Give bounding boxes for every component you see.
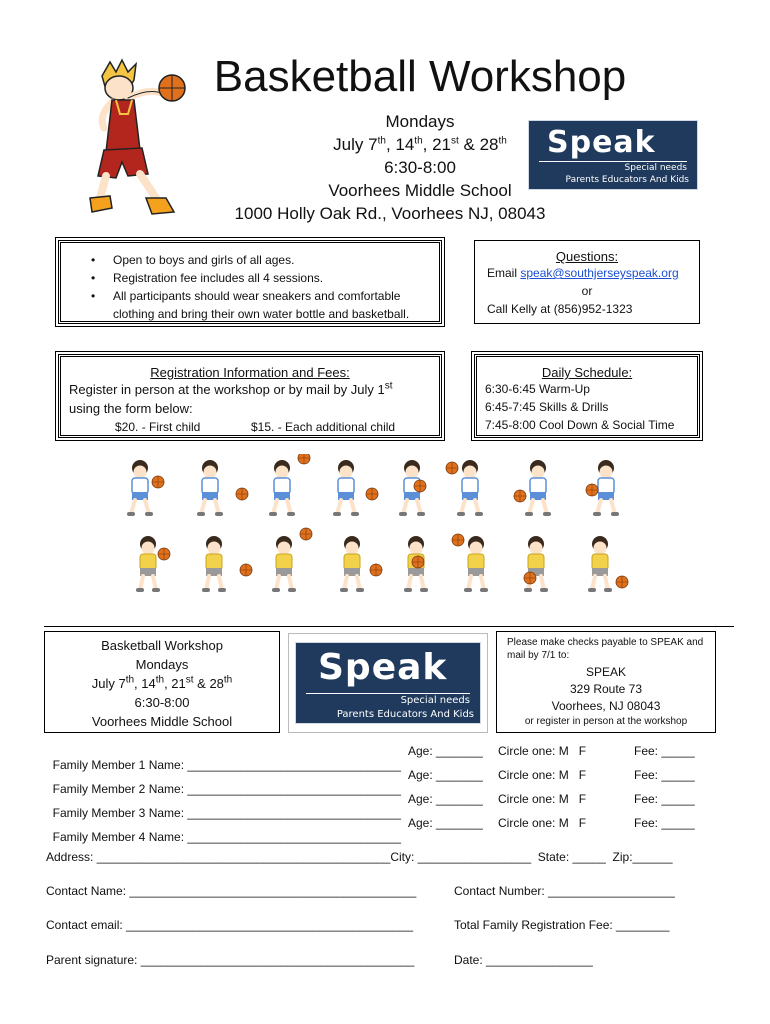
- age-field[interactable]: Age: _______: [408, 792, 483, 806]
- total-fee-field[interactable]: Total Family Registration Fee: ________: [454, 918, 670, 932]
- info-bullet: • All participants should wear sneakers and comfortable clothing and bring their own water bottle and basketball.: [85, 287, 431, 323]
- payable-box: [496, 631, 716, 733]
- schedule-item: 7:45-8:00 Cool Down & Social Time: [485, 418, 675, 432]
- payable-street: 329 Route 73: [569, 682, 643, 696]
- basketball-player-illustration: [82, 58, 192, 226]
- questions-or: or: [581, 284, 593, 298]
- fees-line-2: using the form below:: [69, 401, 193, 416]
- logo-subtitle-2: Parents Educators And Kids: [565, 175, 689, 185]
- contact-number-field[interactable]: Contact Number: ___________________: [454, 884, 675, 898]
- gender-choice[interactable]: Circle one: M F: [498, 816, 587, 830]
- payable-city: Voorhees, NJ 08043: [551, 699, 661, 713]
- logo-subtitle-1: Special needs: [400, 695, 470, 706]
- family-name-field[interactable]: Family Member 2 Name: ________________________________: [52, 782, 401, 796]
- fees-box: [58, 354, 442, 438]
- family-name-field[interactable]: Family Member 3 Name: ________________________________: [52, 806, 401, 820]
- gender-choice[interactable]: Circle one: M F: [498, 768, 587, 782]
- family-row: [46, 816, 401, 844]
- payable-note: Please make checks payable to SPEAK and mail by 7/1 to:: [507, 637, 704, 661]
- kids-basketball-illustrations: [118, 454, 658, 604]
- address-field[interactable]: Address: ____________________________________________City: _________________ State: _____ Zip:______: [46, 850, 673, 864]
- contact-email-field[interactable]: Contact email: ___________________________________________: [46, 918, 414, 932]
- logo-word: Speak: [318, 647, 448, 688]
- form-dates: July 7th, 14th, 21st & 28th: [91, 674, 233, 691]
- email-link[interactable]: speak@southjerseyspeak.org: [520, 266, 679, 280]
- workshop-dates: July 7th, 14th, 21st & 28th: [333, 135, 507, 154]
- payable-name: SPEAK: [585, 665, 627, 679]
- fee-field[interactable]: Fee: _____: [634, 792, 695, 806]
- date-field[interactable]: Date: ________________: [454, 953, 593, 967]
- age-field[interactable]: Age: _______: [408, 744, 483, 758]
- fees-heading: Registration Information and Fees:: [150, 365, 350, 380]
- fee-first-child: $20. - First child: [115, 420, 201, 434]
- fee-additional-child: $15. - Each additional child: [251, 420, 396, 434]
- form-header-box: [44, 631, 280, 733]
- speak-logo: [295, 642, 481, 724]
- form-school: Voorhees Middle School: [91, 714, 233, 729]
- cut-line: [44, 626, 734, 627]
- schedule-heading: Daily Schedule:: [541, 365, 633, 380]
- fee-field[interactable]: Fee: _____: [634, 744, 695, 758]
- gender-choice[interactable]: Circle one: M F: [498, 744, 587, 758]
- payable-alt: or register in person at the workshop: [524, 716, 688, 727]
- family-name-field[interactable]: Family Member 1 Name: ________________________________: [52, 758, 401, 772]
- workshop-address: 1000 Holly Oak Rd., Voorhees NJ, 08043: [234, 204, 546, 223]
- questions-call: Call Kelly at (856)952-1323: [487, 302, 633, 316]
- workshop-time: 6:30-8:00: [384, 158, 456, 177]
- schedule-item: 6:30-6:45 Warm-Up: [485, 382, 590, 396]
- form-day: Mondays: [135, 657, 189, 672]
- fee-field[interactable]: Fee: _____: [634, 768, 695, 782]
- fee-field[interactable]: Fee: _____: [634, 816, 695, 830]
- info-bullet: • Registration fee includes all 4 sessions.: [85, 269, 431, 287]
- parent-signature-field[interactable]: Parent signature: _________________________________________: [46, 953, 415, 967]
- questions-heading: Questions:: [555, 249, 619, 264]
- page-title: Basketball Workshop: [213, 52, 627, 101]
- contact-name-field[interactable]: Contact Name: ___________________________________________: [46, 884, 417, 898]
- workshop-school: Voorhees Middle School: [328, 181, 512, 200]
- schedule-box: [474, 354, 700, 438]
- gender-choice[interactable]: Circle one: M F: [498, 792, 587, 806]
- form-time: 6:30-8:00: [134, 695, 190, 710]
- logo-subtitle-1: Special needs: [624, 163, 687, 173]
- form-title: Basketball Workshop: [101, 638, 223, 653]
- schedule-item: 6:45-7:45 Skills & Drills: [485, 400, 609, 414]
- age-field[interactable]: Age: _______: [408, 768, 483, 782]
- fees-amounts: [61, 418, 439, 436]
- workshop-day: Mondays: [385, 112, 455, 131]
- speak-logo: [528, 120, 698, 190]
- fees-line-1: Register in person at the workshop or by mail by July 1st: [69, 380, 393, 397]
- age-field[interactable]: Age: _______: [408, 816, 483, 830]
- logo-subtitle-2: Parents Educators And Kids: [336, 709, 474, 720]
- questions-email-line: Email speak@southjerseyspeak.org: [487, 266, 679, 280]
- info-box: [58, 240, 442, 324]
- info-bullet: • Open to boys and girls of all ages.: [85, 251, 431, 269]
- form-logo-frame: [288, 633, 488, 733]
- family-name-field[interactable]: Family Member 4 Name: ________________________________: [52, 830, 401, 844]
- logo-word: Speak: [547, 125, 656, 160]
- questions-box: [474, 240, 700, 324]
